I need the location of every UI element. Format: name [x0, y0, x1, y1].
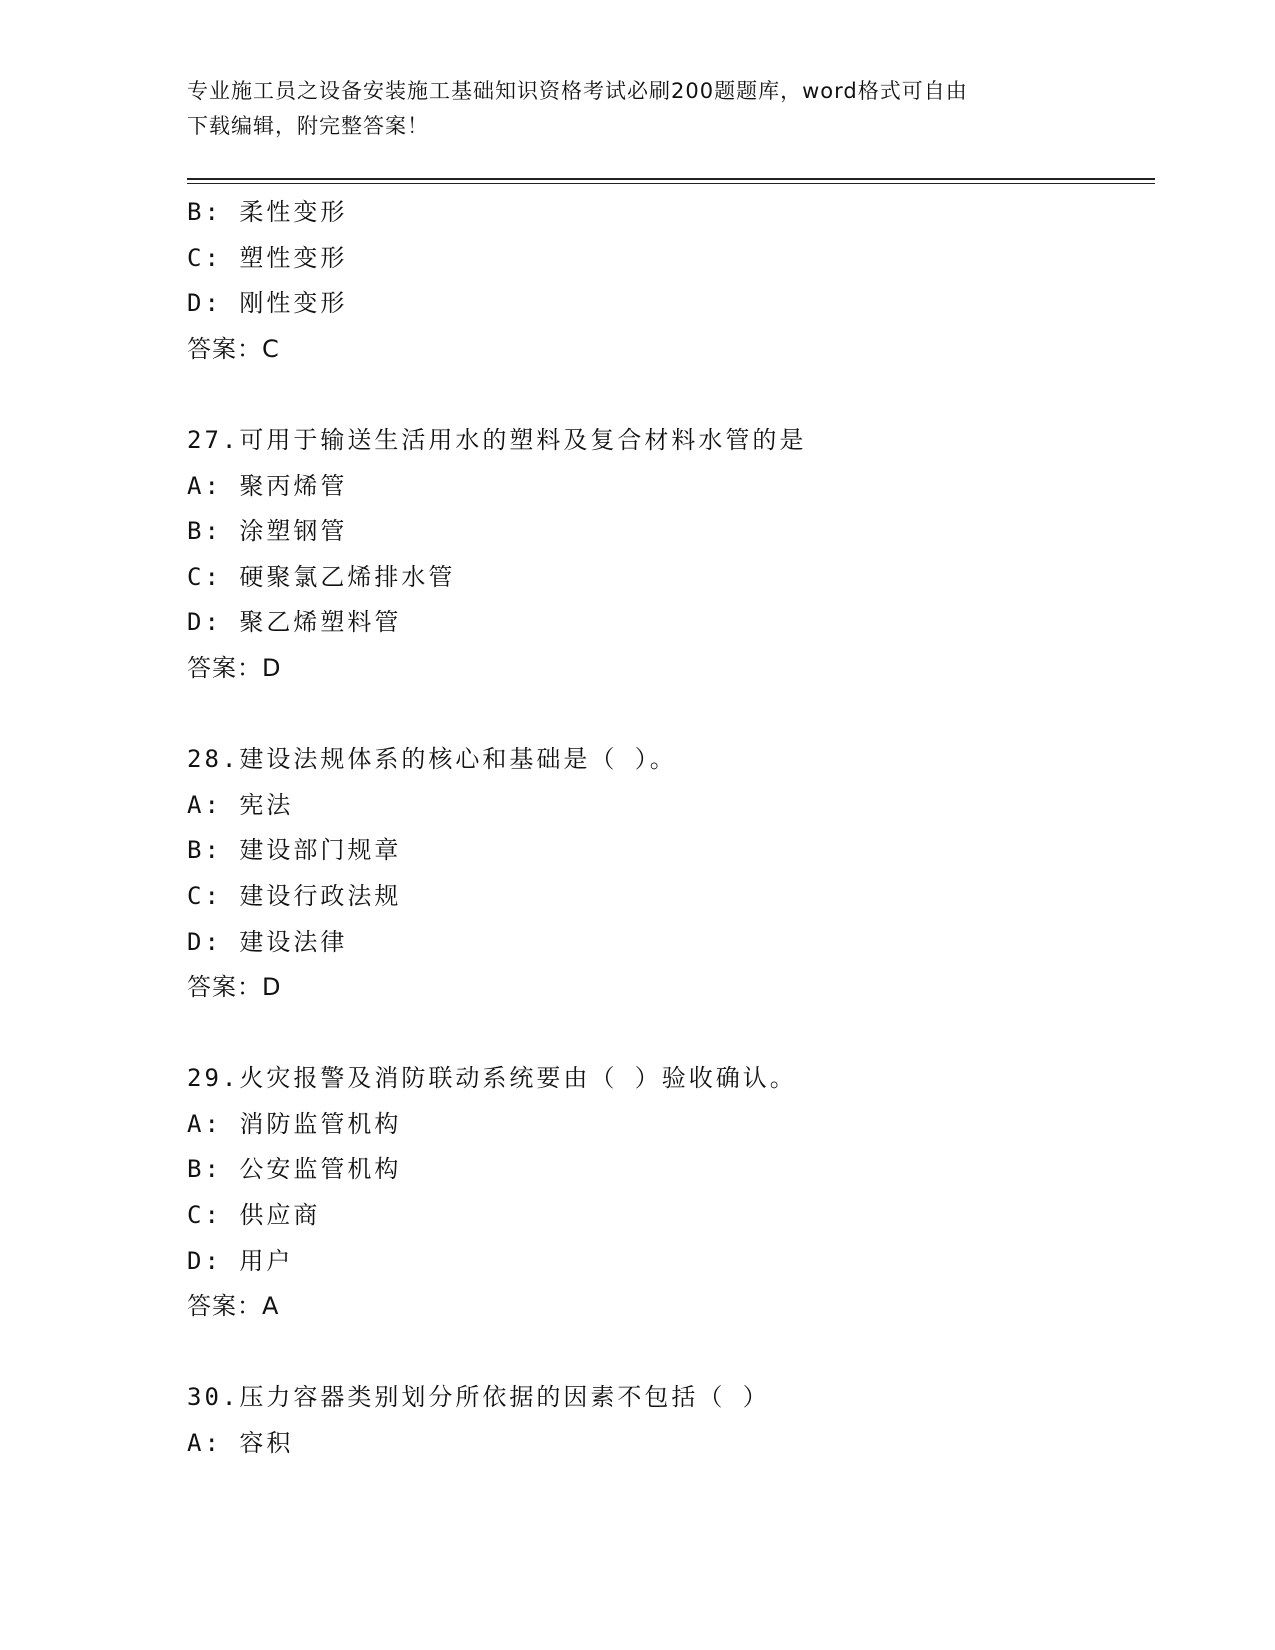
option-a: A: 容积 [187, 1429, 294, 1458]
answer-line: 答案：D [187, 653, 282, 682]
header-line-1: 专业施工员之设备安装施工基础知识资格考试必刷200题题库，word格式可自由 [187, 79, 968, 103]
option-d: D: 建设法律 [187, 927, 348, 956]
question-stem: 29.火灾报警及消防联动系统要由（ ）验收确认。 [187, 1064, 797, 1093]
option-b: B: 涂塑钢管 [187, 517, 348, 546]
question-block-27 [187, 418, 1147, 692]
spacer [187, 1011, 1147, 1057]
option-a: A: 消防监管机构 [187, 1109, 402, 1138]
option-a: A: 聚丙烯管 [187, 471, 348, 500]
option-d: D: 聚乙烯塑料管 [187, 608, 402, 637]
header-line-2: 下载编辑，附完整答案！ [187, 114, 429, 138]
spacer [187, 692, 1147, 738]
option-a: A: 宪法 [187, 790, 294, 819]
option-d: D: 用户 [187, 1246, 294, 1275]
option-c: C: 供应商 [187, 1201, 321, 1230]
answer-line: 答案：D [187, 973, 282, 1002]
question-list [187, 190, 1147, 1467]
question-stem: 30.压力容器类别划分所依据的因素不包括（ ） [187, 1383, 770, 1412]
option-b: B: 建设部门规章 [187, 836, 402, 865]
option-b: B: 公安监管机构 [187, 1155, 402, 1184]
header-divider-thick [187, 178, 1155, 180]
question-block-29 [187, 1056, 1147, 1330]
answer-line: 答案：A [187, 1292, 280, 1321]
answer-line: 答案：C [187, 334, 280, 363]
document-header [187, 74, 1087, 144]
question-stem: 28.建设法规体系的核心和基础是（ ）。 [187, 745, 677, 774]
question-block-continued [187, 190, 1147, 372]
option-c: C: 硬聚氯乙烯排水管 [187, 562, 456, 591]
question-stem: 27.可用于输送生活用水的塑料及复合材料水管的是 [187, 425, 807, 454]
header-divider-thin [187, 183, 1155, 184]
spacer [187, 1330, 1147, 1376]
option-c: C: 塑性变形 [187, 243, 348, 272]
option-d: D: 刚性变形 [187, 289, 348, 318]
question-block-28 [187, 737, 1147, 1011]
option-b: B: 柔性变形 [187, 198, 348, 226]
option-c: C: 建设行政法规 [187, 881, 402, 910]
spacer [187, 372, 1147, 418]
question-block-30 [187, 1375, 1147, 1466]
